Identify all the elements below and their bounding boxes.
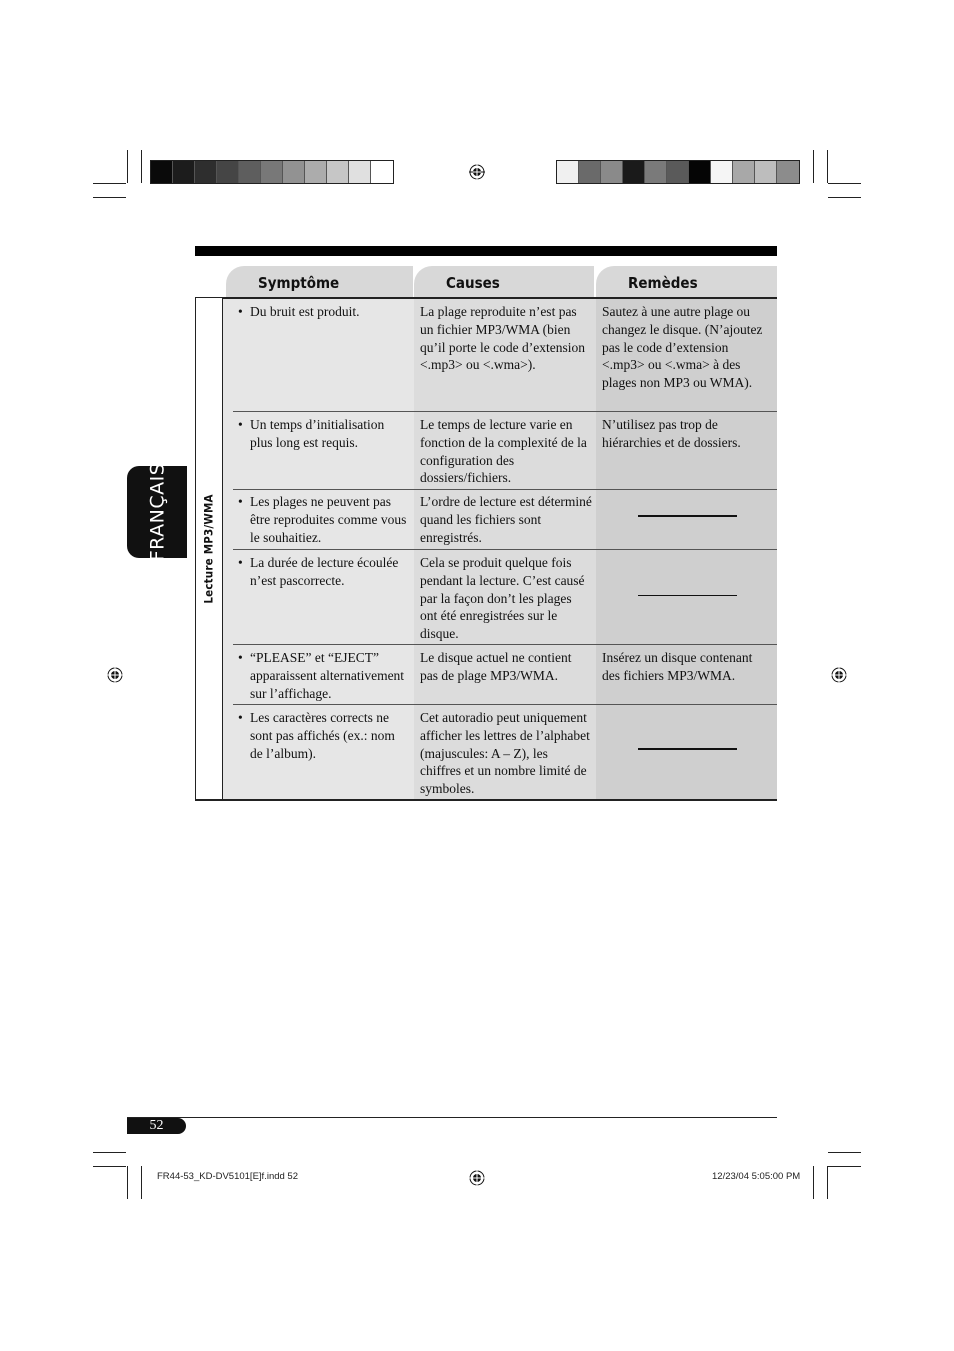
row-separator [233,549,777,550]
table-row-4-remedy-dash [638,595,737,596]
color-swatch [173,161,195,183]
row-separator [233,489,777,490]
registration-target-icon [107,667,123,683]
color-swatch [557,161,579,183]
table-row-1-cause: La plage reproduite n’est pas un fichier MP3/WMA (bien qu’il porte le code d’extension <.mp3> ou <.wma>). [420,304,585,373]
crop-mark [828,183,861,184]
color-swatch [371,161,393,183]
crop-mark [813,1166,814,1199]
color-swatch [349,161,371,183]
color-swatch [151,161,173,183]
crop-mark [93,183,126,184]
section-label-text: Lecture MP3/WMA [202,494,217,604]
color-swatch [327,161,349,183]
language-tab-label: FRANÇAIS [146,462,168,562]
color-bar-left [150,160,394,184]
color-swatch [195,161,217,183]
crop-mark [141,1166,142,1199]
table-row-1-symptom: • Du bruit est produit. [238,304,360,319]
table-bottom-rule [195,799,777,801]
header-causes: Causes [414,266,594,298]
color-swatch [645,161,667,183]
bullet: • [238,417,243,432]
color-swatch [261,161,283,183]
table-row-2-cause: Le temps de lecture varie en fonction de la complexité de la configuration des dossiers/fichiers. [420,417,587,486]
color-swatch [239,161,261,183]
header-symptom: Symptôme [226,266,413,298]
bullet: • [238,494,243,509]
bullet: • [238,304,243,319]
bullet: • [238,650,243,665]
table-row-3-cause: L’ordre de lecture est déterminé quand les fichiers sont enregistrés. [420,494,592,545]
page-number: 52 [127,1118,186,1134]
table-row-5-remedy: Insérez un disque contenant des fichiers MP3/WMA. [602,650,753,683]
table-row-3-symptom: • Les plages ne peuvent pas être reproduites comme vous le souhaitiez. [238,494,407,545]
print-datetime: 12/23/04 5:05:00 PM [712,1171,801,1182]
section-top-rule [195,246,777,256]
table-row-5-cause: Le disque actuel ne contient pas de plage MP3/WMA. [420,650,572,683]
table-row-2-symptom: • Un temps d’initialisation plus long est requis. [238,417,385,450]
crop-mark [141,150,142,183]
footer-rule [127,1117,777,1118]
crop-mark [93,1152,126,1153]
section-label [195,298,223,800]
registration-target-icon [831,667,847,683]
registration-target-icon [469,164,485,180]
color-bar-right [556,160,800,184]
color-swatch [777,161,799,183]
table-row-1-remedy: Sautez à une autre plage ou changez le disque. (N’ajoutez pas le code d’extension <.mp3> ou <.wma> à des plages non MP3 ou WMA). [602,304,763,391]
color-swatch [623,161,645,183]
table-row-6-symptom: • Les caractères corrects ne sont pas affichés (ex.: nom de l’album). [238,710,395,761]
registration-target-icon [469,1170,485,1186]
print-file-info: FR44-53_KD-DV5101[E]f.indd 52 [157,1171,298,1182]
color-swatch [755,161,777,183]
color-swatch [283,161,305,183]
header-remedies: Remèdes [596,266,777,298]
crop-mark [828,197,861,198]
crop-mark [828,1152,861,1153]
crop-mark [93,1166,126,1167]
language-tab [127,462,187,562]
color-swatch [579,161,601,183]
color-swatch [217,161,239,183]
row-separator [233,644,777,645]
crop-mark [827,1166,828,1199]
table-row-2-remedy: N’utilisez pas trop de hiérarchies et de dossiers. [602,417,741,450]
crop-mark [813,150,814,183]
crop-mark [93,197,126,198]
color-swatch [733,161,755,183]
crop-mark [827,150,828,183]
crop-mark [127,1166,128,1199]
row-separator [233,704,777,705]
color-swatch [689,161,711,183]
table-row-6-cause: Cet autoradio peut uniquement afficher les lettres de l’alphabet (majuscules: A – Z), les chiffres et un nombre limité de symboles. [420,710,590,797]
crop-mark [828,1166,861,1167]
crop-mark [127,150,128,183]
table-row-6-remedy-dash [638,748,737,750]
color-swatch [711,161,733,183]
color-swatch [667,161,689,183]
row-separator [233,411,777,412]
table-row-4-cause: Cela se produit quelque fois pendant la lecture. C’est causé par la façon don’t les plages ont été enregistrées sur le disque. [420,555,585,642]
table-row-5-symptom: • “PLEASE” et “EJECT” apparaissent alternativement sur l’affichage. [238,650,405,701]
color-swatch [601,161,623,183]
bullet: • [238,555,243,570]
table-row-4-symptom: • La durée de lecture écoulée n’est pascorrecte. [238,555,399,588]
table-row-3-remedy-dash [638,515,737,517]
color-swatch [305,161,327,183]
bullet: • [238,710,243,725]
